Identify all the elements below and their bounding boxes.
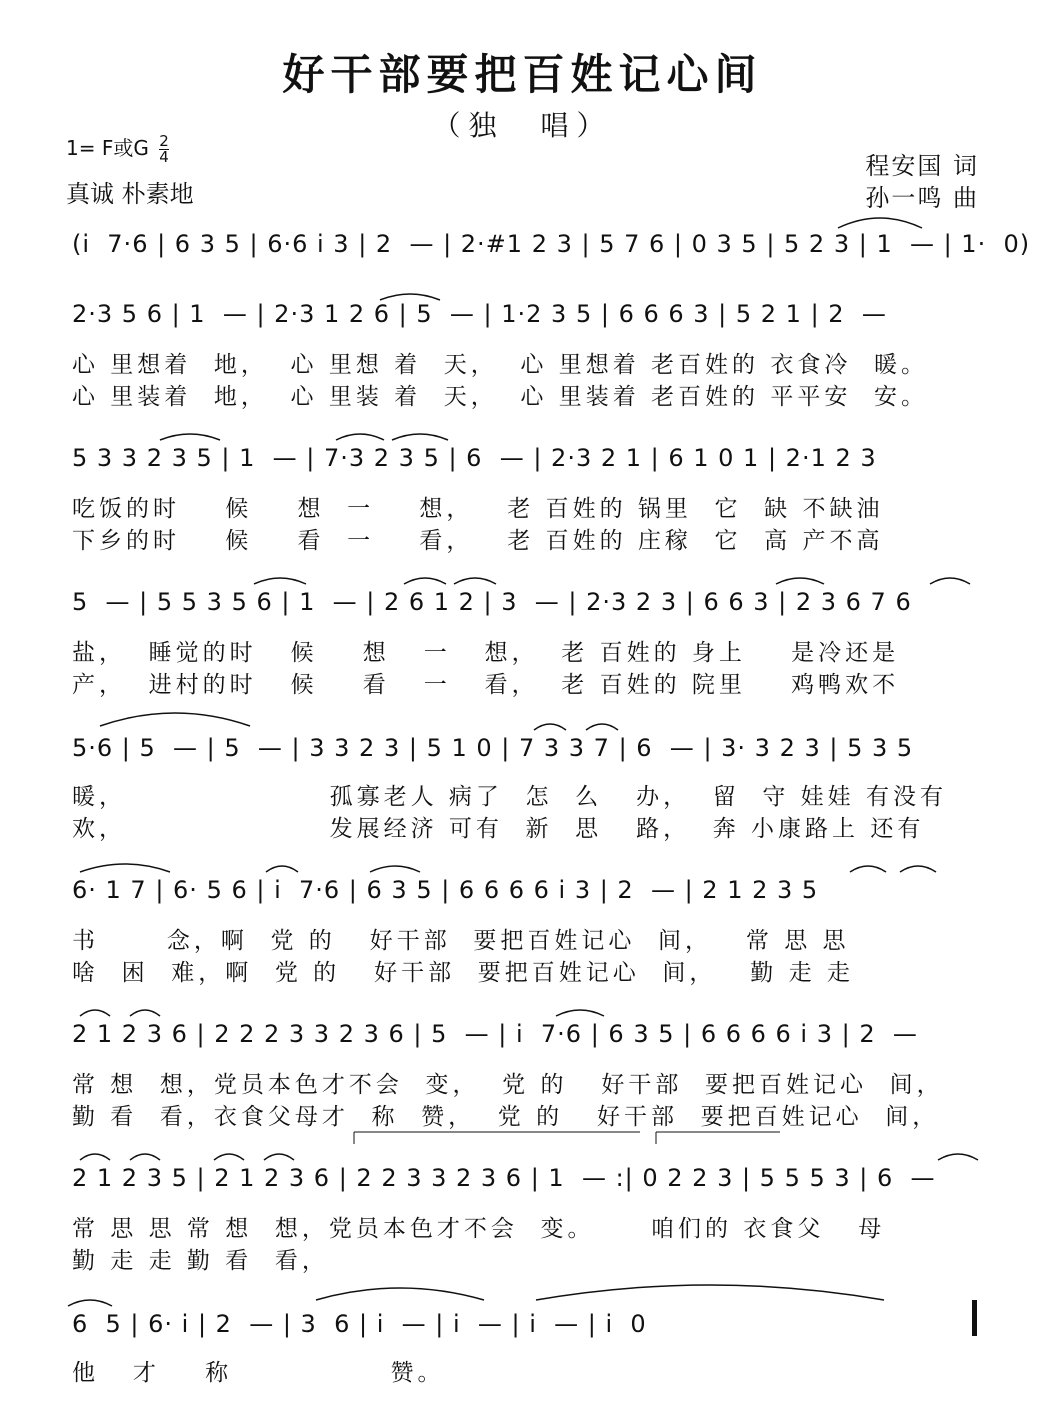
lyric-line-2: 心 里装着 地， 心 里装 着 天， 心 里装着 老百姓的 平平安 安。: [72, 384, 928, 410]
lyric-line-2: 啥 困 难，啊 党 的 好干部 要把百姓记心 间， 勤 走 走: [72, 960, 854, 986]
lyric-line-2: 下乡的时 候 看 一 看， 老 百姓的 庄稼 它 高 产不高: [72, 528, 884, 554]
numbered-notes: 6· 1 7 | 6· 5 6 | i 7·6 | 6 3 5 | 6 6 6 6 i 3 | 2 — | 2 1 2 3 5: [72, 876, 819, 904]
final-barline: [972, 1300, 977, 1336]
composer-credit: 孙一鸣 曲: [865, 184, 979, 212]
slur-mark: [316, 1288, 484, 1300]
score-row-9: [62, 1306, 982, 1346]
time-signature: [159, 134, 169, 165]
key-signature: [66, 132, 169, 165]
lyric-line-1: 常 思 思 常 想 想，党员本色才不会 变。 咱们的 衣食父 母: [72, 1216, 886, 1242]
score-row-5: [62, 730, 982, 770]
numbered-notes: 5 3 3 2 3 5 | 1 — | 7·3 2 3 5 | 6 — | 2·3 2 1 | 6 1 0 1 | 2·1 2 3: [72, 444, 877, 472]
lyric-line-2: 产， 进村的时 候 看 一 看， 老 百姓的 院里 鸡鸭欢不: [72, 672, 900, 698]
time-top: 2: [159, 132, 169, 150]
lyric-line-2: 勤 看 看，衣食父母才 称 赞， 党 的 好干部 要把百姓记心 间，: [72, 1104, 940, 1130]
score-row-7: [62, 1016, 982, 1056]
slur-mark: [80, 864, 170, 872]
lyric-line-1: 心 里想着 地， 心 里想 着 天， 心 里想着 老百姓的 衣食冷 暖。: [72, 352, 928, 378]
slur-mark: [536, 1285, 884, 1300]
numbered-notes: 2 1 2 3 5 | 2 1 2 3 6 | 2 2 3 3 2 3 6 | 1 — :| 0 2 2 3 | 5 5 5 3 | 6 —: [72, 1164, 936, 1192]
score-row-8: [62, 1160, 982, 1200]
score-row-6: [62, 872, 982, 912]
lyric-line-1: 书 念，啊 党 的 好干部 要把百姓记心 间， 常 思 思: [72, 928, 850, 954]
numbered-notes: 6 5 | 6· i | 2 — | 3 6 | i — | i — | i — | i 0: [72, 1310, 647, 1338]
numbered-notes: 5·6 | 5 — | 5 — | 3 3 2 3 | 5 1 0 | 7 3 3 7 | 6 — | 3· 3 2 3 | 5 3 5: [72, 734, 914, 762]
time-bottom: 4: [159, 148, 169, 166]
key-text: 1= F或G: [66, 136, 149, 160]
song-title: 好干部要把百姓记心间: [282, 50, 763, 99]
lyric-line-1: 常 想 想，党员本色才不会 变， 党 的 好干部 要把百姓记心 间，: [72, 1072, 944, 1098]
score-row-2: [62, 296, 982, 336]
lyric-line-1: 盐， 睡觉的时 候 想 一 想， 老 百姓的 身上 是冷还是: [72, 640, 900, 666]
score-row-3: [62, 440, 982, 480]
song-subtitle: （独 唱）: [432, 109, 613, 142]
slur-mark: [100, 713, 250, 726]
numbered-notes: 2 1 2 3 6 | 2 2 2 3 3 2 3 6 | 5 — | i 7·6 | 6 3 5 | 6 6 6 6 i 3 | 2 —: [72, 1020, 918, 1048]
lyric-line-2: 欢， 发展经济 可有 新 思 路， 奔 小康路上 还有: [72, 816, 925, 842]
lyric-line-1: 他 才 称 赞。: [72, 1360, 445, 1386]
numbered-notes: 5 — | 5 5 3 5 6 | 1 — | 2 6 1 2 | 3 — | 2·3 2 3 | 6 6 3 | 2 3 6 7 6: [72, 588, 912, 616]
numbered-notes: 2·3 5 6 | 1 — | 2·3 1 2 6 | 5 — | 1·2 3 5 | 6 6 6 3 | 5 2 1 | 2 —: [72, 300, 887, 328]
lyric-line-1: 吃饭的时 候 想 一 想， 老 百姓的 锅里 它 缺 不缺油: [72, 496, 884, 522]
lyric-line-1: 暖， 孤寡老人 病了 怎 么 办， 留 守 娃娃 有没有: [72, 784, 947, 810]
lyricist-credit: 程安国 词: [865, 152, 979, 180]
score-row-1: [62, 226, 1031, 266]
tempo-marking: 真诚 朴素地: [66, 180, 194, 208]
numbered-notes: (i 7·6 | 6 3 5 | 6·6 i 3 | 2 — | 2·#1 2 3 | 5 7 6 | 0 3 5 | 5 2 3 | 1 — | 1· 0): [72, 230, 1031, 258]
score-row-4: [62, 584, 982, 624]
lyric-line-2: 勤 走 走 勤 看 看，: [72, 1248, 329, 1274]
